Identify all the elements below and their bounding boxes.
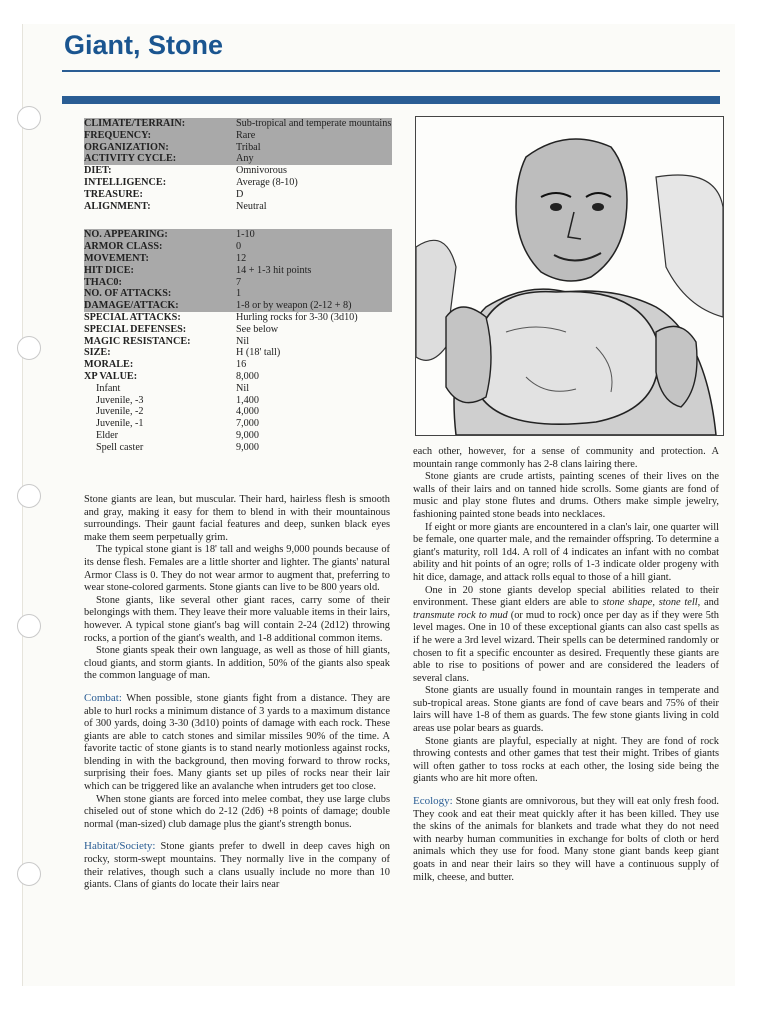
stat-label: FREQUENCY: xyxy=(84,129,151,141)
habitat-section xyxy=(84,840,390,891)
stat-value: Nil xyxy=(236,335,250,347)
stat-value: 1-10 xyxy=(236,229,255,241)
stat-label: ACTIVITY CYCLE: xyxy=(84,153,177,165)
paragraph xyxy=(413,585,719,686)
stat-row xyxy=(84,165,392,177)
stat-row xyxy=(84,406,392,418)
stat-row xyxy=(84,288,392,300)
stat-row xyxy=(84,177,392,189)
stat-label: ARMOR CLASS: xyxy=(84,241,163,253)
stat-row xyxy=(84,347,392,359)
stat-value: Nil xyxy=(236,382,250,394)
stat-row xyxy=(84,189,392,201)
spell-name: transmute rock to mud xyxy=(413,609,508,621)
punch-hole xyxy=(17,484,41,508)
stat-row xyxy=(84,371,392,383)
combat-heading: Combat: xyxy=(84,691,122,704)
paragraph: each other, however, for a sense of community and protection. A mountain range commonly has 2-8 clans lairing there. xyxy=(413,446,719,470)
stat-value: 9,000 xyxy=(236,429,259,441)
stat-value: Any xyxy=(236,153,254,165)
stat-row xyxy=(84,241,392,253)
paragraph: The typical stone giant is 18' tall and weighs 9,000 pounds because of its dense flesh. Females are a little shorter and lighter. The giants' natural Armor Class is 0. They do not wear armor to augment that, preferring to wear stone-colored garments. Stone giants can live to be 800 years old. xyxy=(84,544,390,594)
paragraph: Stone giants speak their own language, as well as those of hill giants, cloud giants, and storm giants. In addition, 50% of the giants also speak the common language of man. xyxy=(84,645,390,682)
text-run: and xyxy=(703,597,719,609)
stat-label: SPECIAL ATTACKS: xyxy=(84,311,181,323)
stat-label: ORGANIZATION: xyxy=(84,141,169,153)
stat-label: DAMAGE/ATTACK: xyxy=(84,300,179,312)
stat-label: XP VALUE: xyxy=(84,370,138,382)
punch-hole xyxy=(17,614,41,638)
text-run: (or mud to rock) once per day as if they were 5th level mages. One in 10 of these exceptional giants can also cast spells as if he were a 3rd level wizard. Their spells can be determined randomly or chosen to fit a specific encounter as desired. Frequently these giants are able to rise to positions of power and are considered the leaders of several clans. xyxy=(413,609,719,684)
right-column xyxy=(413,446,719,884)
stat-row xyxy=(84,201,392,213)
stat-row xyxy=(84,395,392,407)
stat-label: TREASURE: xyxy=(84,188,143,200)
combat-text: When possible, stone giants fight from a distance. They are able to hurl rocks a minimum distance of 3 yards to a maximum distance of 300 yards, doing 3-30 (3d10) points of damage with each rock. These giants are able to catch stones and similar missiles 90% of the time. A favorite tactic of stone giants is to stand nearly motionless against rocks, blending in with the background, then moving forward to throw rocks, surprising their foes. Many giants set up piles of rocks near their lair which can be triggered like an avalanche when intruders get too close. xyxy=(84,692,390,793)
stat-value: 12 xyxy=(236,252,247,264)
stat-label: Juvenile, -2 xyxy=(96,406,144,418)
punch-hole xyxy=(17,106,41,130)
stat-label: NO. OF ATTACKS: xyxy=(84,288,172,300)
stat-row xyxy=(84,277,392,289)
ecology-text: Stone giants are omnivorous, but they will eat only fresh food. They cook and eat their meat quickly after it has been killed. They use the skins of the animals for blankets and trade what they do not need with nearby human communities in exchange for bolts of cloth or herd animals which they use for food. Many stone giant bands keep giant goats in and near their lairs so they will have a continuous supply of milk, cheese, and butter. xyxy=(413,796,719,883)
stat-label: MOVEMENT: xyxy=(84,252,149,264)
stat-value: 1-8 or by weapon (2-12 + 8) xyxy=(236,300,352,312)
stat-row xyxy=(84,130,392,142)
stat-label: HIT DICE: xyxy=(84,264,134,276)
page-title: Giant, Stone xyxy=(64,30,224,60)
habitat-heading: Habitat/Society: xyxy=(84,840,156,853)
stat-label: THAC0: xyxy=(84,276,122,288)
stat-row xyxy=(84,336,392,348)
stat-label: Juvenile, -3 xyxy=(96,394,144,406)
stat-value: D xyxy=(236,188,244,200)
stat-value: See below xyxy=(236,323,279,335)
xp-breakdown xyxy=(84,383,392,454)
stone-giant-illustration xyxy=(415,116,724,436)
header-bar xyxy=(62,96,720,104)
stat-label: SPECIAL DEFENSES: xyxy=(84,323,187,335)
stat-row xyxy=(84,253,392,265)
stat-value: Neutral xyxy=(236,200,267,212)
ecology-heading: Ecology: xyxy=(413,795,453,808)
stat-label: Infant xyxy=(96,382,121,394)
stat-row xyxy=(84,418,392,430)
stat-row xyxy=(84,153,392,165)
stat-label: Juvenile, -1 xyxy=(96,418,144,430)
stat-row xyxy=(84,383,392,395)
stat-value: 1 xyxy=(236,288,242,300)
left-column xyxy=(84,494,390,892)
stat-label: SIZE: xyxy=(84,347,111,359)
stat-value: 8,000 xyxy=(236,370,259,382)
paragraph: When stone giants are forced into melee combat, they use large clubs chiseled out of stone which do 2-12 (2d6) +8 points of damage; double normal (man-sized) club damage plus the giant's strength bonus. xyxy=(84,793,390,830)
habitat-text: Stone giants prefer to dwell in deep caves high on rocky, storm-swept mountains. They normally live in the company of their relatives, though such a clans usually include no more than 10 giants. Clans of giants do locate their lairs near xyxy=(84,841,390,891)
stat-row xyxy=(84,430,392,442)
stat-group-1 xyxy=(84,118,392,212)
stat-value: 1,400 xyxy=(236,394,259,406)
title-rule xyxy=(62,70,720,72)
stat-value: Tribal xyxy=(236,141,261,153)
punch-hole xyxy=(17,862,41,886)
stat-value: H (18' tall) xyxy=(236,347,281,359)
stat-value: Rare xyxy=(236,129,256,141)
ecology-section xyxy=(413,795,719,884)
stat-value: Average (8-10) xyxy=(236,176,298,188)
stat-value: Sub-tropical and temperate mountains xyxy=(236,118,392,129)
stat-value: 0 xyxy=(236,241,242,253)
stat-value: 7,000 xyxy=(236,418,259,430)
paragraph: Stone giants are playful, especially at night. They are fond of rock throwing contests and other games that test their might. Tribes of giants will often gather to toss rocks at each other, the losing side being the giants who are hit more often. xyxy=(413,735,719,785)
stat-row xyxy=(84,229,392,241)
stat-label: ALIGNMENT: xyxy=(84,200,151,212)
stat-row xyxy=(84,324,392,336)
stat-label: INTELLIGENCE: xyxy=(84,176,167,188)
stat-row xyxy=(84,442,392,454)
stat-value: Omnivorous xyxy=(236,165,287,177)
stat-block xyxy=(84,118,392,454)
punch-hole xyxy=(17,336,41,360)
stat-label: MORALE: xyxy=(84,359,134,371)
stat-value: 9,000 xyxy=(236,441,259,453)
paragraph: Stone giants, like several other giant races, carry some of their belongings with them. They leave their more valuable items in their lairs, however. A typical stone giant's bag will contain 2-24 (2d12) throwing rocks, a portion of the giant's wealth, and 1-8 additional common items. xyxy=(84,594,390,644)
stat-value: Hurling rocks for 3-30 (3d10) xyxy=(236,311,358,323)
stat-row xyxy=(84,312,392,324)
spell-name: stone shape, stone tell, xyxy=(602,597,701,609)
stat-row xyxy=(84,359,392,371)
stat-row xyxy=(84,265,392,277)
giant-drawing xyxy=(416,117,723,435)
stat-label: CLIMATE/TERRAIN: xyxy=(84,118,186,129)
combat-section xyxy=(84,692,390,794)
stat-row xyxy=(84,118,392,130)
stat-label: DIET: xyxy=(84,165,112,177)
stat-label: Elder xyxy=(96,429,119,441)
paragraph: If eight or more giants are encountered in a clan's lair, one quarter will be female, one quarter male, and the remainder offspring. To determine a giant's maturity, roll 1d4. A roll of 4 indicates an infant with no combat ability and hit points of an ogre; rolls of 1-3 indicate older progeny with hit dice, damage, and attack rolls equal to those of a hill giant. xyxy=(413,521,719,583)
stat-value: 16 xyxy=(236,359,247,371)
stat-value: 14 + 1-3 hit points xyxy=(236,264,312,276)
paragraph: Stone giants are lean, but muscular. Their hard, hairless flesh is smooth and gray, making it easy for them to blend in with their mountainous surroundings. Their gaunt facial features and deep, sunken black eyes make them seem perpetually grim. xyxy=(84,494,390,543)
stat-row xyxy=(84,300,392,312)
text-run: One in 20 stone giants develop special abilities related to their environment. These giant elders are able to xyxy=(413,584,719,609)
stat-label: MAGIC RESISTANCE: xyxy=(84,335,191,347)
paragraph: Stone giants are usually found in mountain ranges in temperate and sub-tropical areas. Stone giants are fond of cave bears and 75% of their lairs will have 1-8 of them as guards. The few stone giants living in cold areas use polar bears as guards. xyxy=(413,685,719,735)
stat-label: Spell caster xyxy=(96,441,144,453)
stat-value: 4,000 xyxy=(236,406,259,418)
stat-row xyxy=(84,142,392,154)
paragraph: Stone giants are crude artists, painting scenes of their lives on the walls of their lairs and on tanned hide scrolls. Some giants are fond of music and play stone flutes and drums. Others make simple jewelry, fashioning painted stone beads into necklaces. xyxy=(413,471,719,520)
stat-group-2 xyxy=(84,229,392,382)
stat-label: NO. APPEARING: xyxy=(84,229,168,241)
stat-value: 7 xyxy=(236,276,242,288)
